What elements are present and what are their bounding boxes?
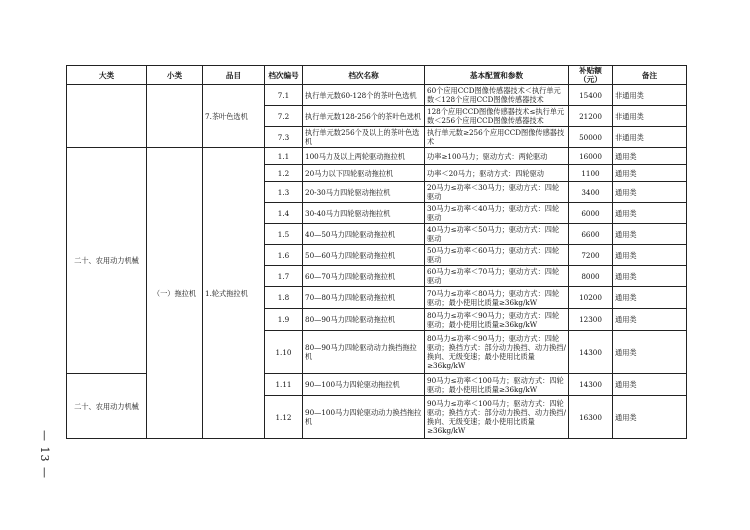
code-cell: 7.1	[265, 85, 303, 106]
pinmu-cell: 1.轮式拖拉机	[203, 148, 265, 439]
amount-cell: 15400	[569, 85, 613, 106]
name-cell: 60—70马力四轮驱动拖拉机	[303, 266, 425, 287]
name-cell: 30-40马力四轮驱动拖拉机	[303, 203, 425, 224]
header-params: 基本配置和参数	[425, 66, 569, 85]
note-cell: 非通用类	[613, 127, 687, 148]
note-cell: 通用类	[613, 331, 687, 374]
note-cell: 通用类	[613, 224, 687, 245]
table-row	[67, 85, 687, 106]
params-cell: 60马力≤功率＜70马力；驱动方式：四轮驱动	[425, 266, 569, 287]
params-cell: 90马力≤功率＜100马力；驱动方式：四轮驱动；最小使用比质量≥36kg/kW	[425, 374, 569, 396]
note-cell: 非通用类	[613, 106, 687, 127]
params-cell: 80马力≤功率＜90马力；驱动方式：四轮驱动；换挡方式：部分动力换挡、动力换挡/换向、无级变速；最小使用比质量≥36kg/kW	[425, 331, 569, 374]
name-cell: 80—90马力四轮驱动拖拉机	[303, 309, 425, 331]
note-cell: 通用类	[613, 148, 687, 165]
header-note: 备注	[613, 66, 687, 85]
pinmu-cell: 7.茶叶色选机	[203, 85, 265, 148]
subsidy-table	[66, 65, 687, 439]
table-row	[67, 148, 687, 165]
params-cell: 50马力≤功率＜60马力；驱动方式：四轮驱动	[425, 245, 569, 266]
xiaolei-cell: （一）拖拉机	[147, 148, 203, 439]
name-cell: 20-30马力四轮驱动拖拉机	[303, 182, 425, 203]
code-cell: 7.3	[265, 127, 303, 148]
dalei-cell: 二十、农用动力机械	[67, 148, 147, 374]
code-cell: 1.6	[265, 245, 303, 266]
header-amount: 补贴额（元）	[569, 66, 613, 85]
note-cell: 通用类	[613, 203, 687, 224]
amount-cell: 6000	[569, 203, 613, 224]
code-cell: 1.4	[265, 203, 303, 224]
dalei-cell-repeat: 二十、农用动力机械	[67, 374, 147, 439]
amount-cell: 16000	[569, 148, 613, 165]
name-cell: 90—100马力四轮驱动拖拉机	[303, 374, 425, 396]
name-cell: 100马力及以上两轮驱动拖拉机	[303, 148, 425, 165]
header-name: 档次名称	[303, 66, 425, 85]
header-xiaolei: 小类	[147, 66, 203, 85]
params-cell: 功率≥100马力；驱动方式：两轮驱动	[425, 148, 569, 165]
params-cell: 80马力≤功率＜90马力；驱动方式：四轮驱动；最小使用比质量≥36kg/kW	[425, 309, 569, 331]
params-cell: 功率＜20马力；驱动方式：四轮驱动	[425, 165, 569, 182]
xiaolei-cell-empty	[147, 85, 203, 148]
params-cell: 执行单元数≥256个应用CCD图像传感器技术	[425, 127, 569, 148]
amount-cell: 14300	[569, 374, 613, 396]
name-cell: 70—80马力四轮驱动拖拉机	[303, 287, 425, 309]
note-cell: 通用类	[613, 165, 687, 182]
note-cell: 通用类	[613, 287, 687, 309]
note-cell: 非通用类	[613, 85, 687, 106]
dalei-cell-empty	[67, 85, 147, 148]
amount-cell: 6600	[569, 224, 613, 245]
header-code: 档次编号	[265, 66, 303, 85]
amount-cell: 7200	[569, 245, 613, 266]
code-cell: 7.2	[265, 106, 303, 127]
amount-cell: 10200	[569, 287, 613, 309]
params-cell: 70马力≤功率＜80马力；驱动方式：四轮驱动；最小使用比质量≥36kg/kW	[425, 287, 569, 309]
note-cell: 通用类	[613, 245, 687, 266]
name-cell: 50—60马力四轮驱动拖拉机	[303, 245, 425, 266]
params-cell: 90马力≤功率＜100马力；驱动方式：四轮驱动；换挡方式：部分动力换挡、动力换挡/换向、无级变速；最小使用比质量≥36kg/kW	[425, 396, 569, 439]
name-cell: 20马力以下四轮驱动拖拉机	[303, 165, 425, 182]
code-cell: 1.7	[265, 266, 303, 287]
name-cell: 执行单元数256个及以上的茶叶色选机	[303, 127, 425, 148]
note-cell: 通用类	[613, 266, 687, 287]
note-cell: 通用类	[613, 374, 687, 396]
name-cell: 80—90马力四轮驱动动力换挡拖拉机	[303, 331, 425, 374]
name-cell: 执行单元数60-128个的茶叶色选机	[303, 85, 425, 106]
name-cell: 90—100马力四轮驱动动力换挡拖拉机	[303, 396, 425, 439]
params-cell: 20马力≤功率＜30马力；驱动方式：四轮驱动	[425, 182, 569, 203]
params-cell: 60个应用CCD图像传感器技术＜执行单元数＜128个应用CCD图像传感器技术	[425, 85, 569, 106]
amount-cell: 21200	[569, 106, 613, 127]
code-cell: 1.11	[265, 374, 303, 396]
code-cell: 1.5	[265, 224, 303, 245]
page-number: — 13 —	[38, 430, 51, 479]
amount-cell: 16300	[569, 396, 613, 439]
note-cell: 通用类	[613, 309, 687, 331]
code-cell: 1.3	[265, 182, 303, 203]
code-cell: 1.1	[265, 148, 303, 165]
header-dalei: 大类	[67, 66, 147, 85]
header-pinmu: 品目	[203, 66, 265, 85]
amount-cell: 50000	[569, 127, 613, 148]
amount-cell: 1100	[569, 165, 613, 182]
name-cell: 40—50马力四轮驱动拖拉机	[303, 224, 425, 245]
code-cell: 1.9	[265, 309, 303, 331]
name-cell: 执行单元数128-256个的茶叶色选机	[303, 106, 425, 127]
code-cell: 1.2	[265, 165, 303, 182]
amount-cell: 8000	[569, 266, 613, 287]
amount-cell: 3400	[569, 182, 613, 203]
header-row	[67, 66, 687, 85]
code-cell: 1.10	[265, 331, 303, 374]
note-cell: 通用类	[613, 396, 687, 439]
code-cell: 1.12	[265, 396, 303, 439]
code-cell: 1.8	[265, 287, 303, 309]
params-cell: 40马力≤功率＜50马力；驱动方式：四轮驱动	[425, 224, 569, 245]
amount-cell: 14300	[569, 331, 613, 374]
amount-cell: 12300	[569, 309, 613, 331]
params-cell: 30马力≤功率＜40马力；驱动方式：四轮驱动	[425, 203, 569, 224]
note-cell: 通用类	[613, 182, 687, 203]
params-cell: 128个应用CCD图像传感器技术≤执行单元数＜256个应用CCD图像传感器技术	[425, 106, 569, 127]
